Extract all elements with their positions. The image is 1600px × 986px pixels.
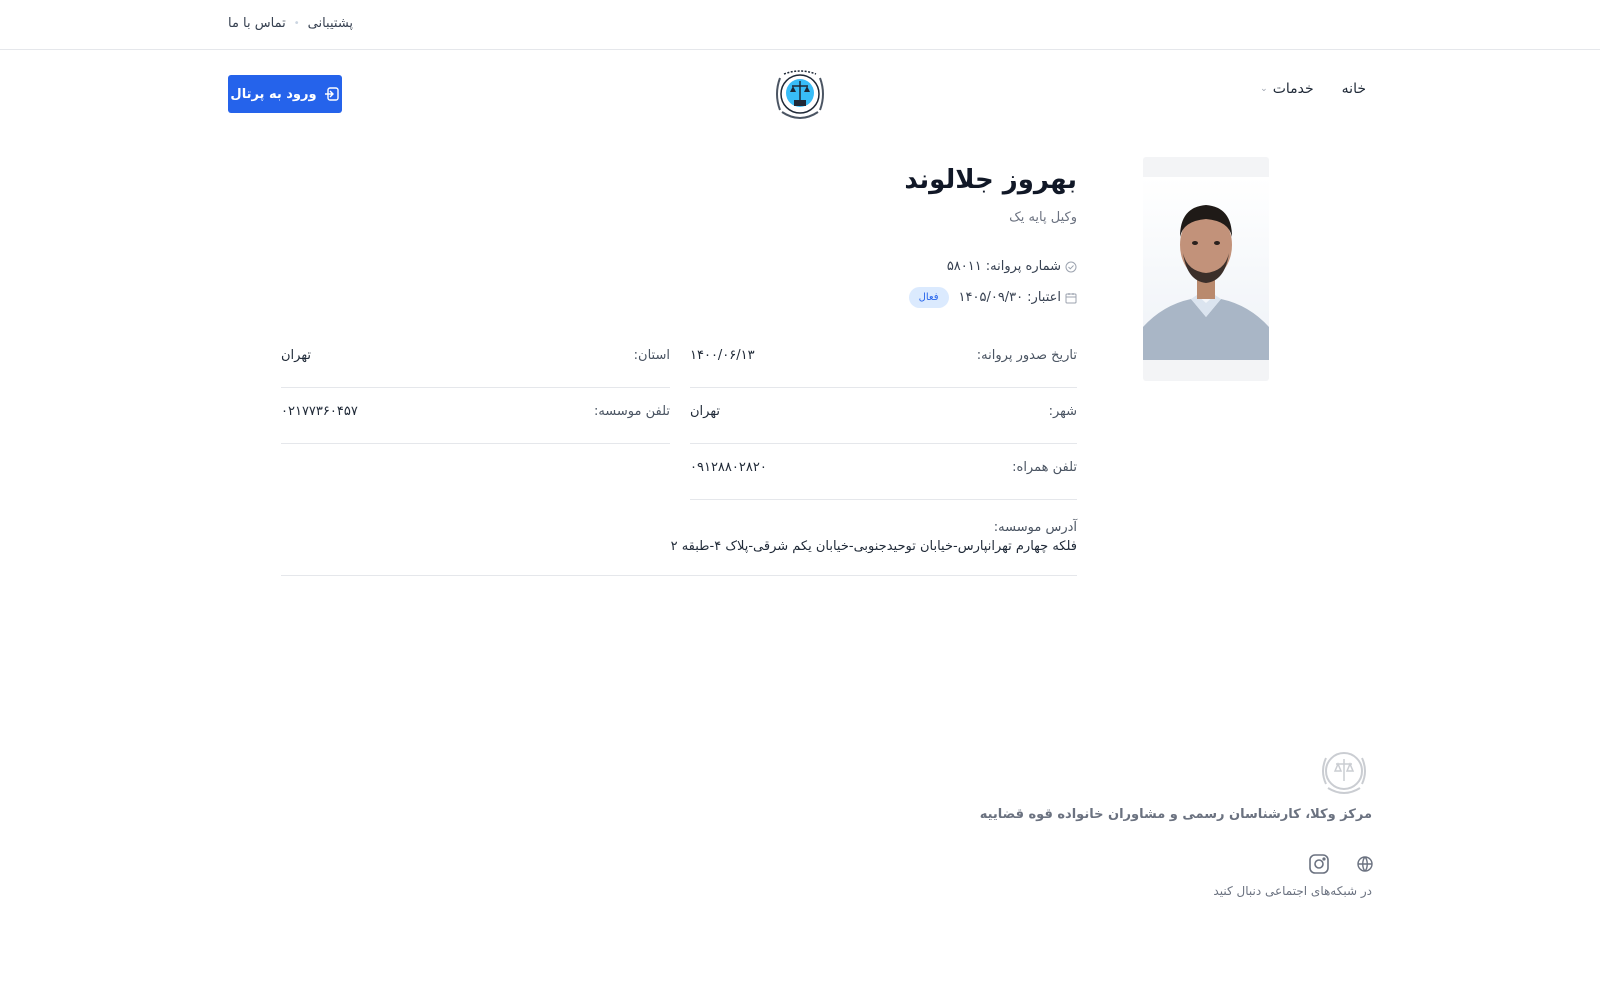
license-row <box>947 259 1077 274</box>
address-label: آدرس موسسه: <box>993 520 1077 535</box>
footer-follow-text: در شبکه‌های اجتماعی دنبال کنید <box>1213 884 1372 898</box>
nav-services-label: خدمات <box>1272 81 1314 97</box>
validity-label: اعتبار: <box>1027 290 1061 305</box>
main-header <box>0 51 1600 141</box>
footer-org-name: مرکز وکلا، کارشناسان رسمی و مشاوران خانواده قوه قضاییه <box>979 807 1372 822</box>
portal-login-label: ورود به پرتال <box>230 86 317 102</box>
city-field <box>690 388 1077 444</box>
province-value: تهران <box>281 348 311 363</box>
license-label: شماره پروانه: <box>985 259 1061 274</box>
office-phone-label: تلفن موسسه: <box>593 404 670 419</box>
office-phone-field <box>281 388 670 444</box>
issue-date-field <box>690 332 1077 388</box>
support-link[interactable]: پشتیبانی <box>307 16 354 31</box>
city-value: تهران <box>690 404 720 419</box>
top-utility-bar <box>0 0 1600 50</box>
lawyer-photo-frame <box>1143 157 1269 381</box>
network-link[interactable] <box>1354 853 1376 875</box>
lawyer-name: بهروز جلالوند <box>904 165 1077 195</box>
social-links <box>1308 853 1376 875</box>
license-number: ۵۸۰۱۱ <box>946 259 982 274</box>
office-phone-value: ۰۲۱۷۷۳۶۰۴۵۷ <box>281 404 358 419</box>
main-nav <box>1260 81 1366 97</box>
dot-separator: • <box>293 18 300 29</box>
login-icon <box>324 86 340 102</box>
mobile-field <box>690 444 1077 500</box>
instagram-icon <box>1308 853 1330 875</box>
nav-home-label: خانه <box>1341 81 1366 97</box>
mobile-value: ۰۹۱۲۸۸۰۲۸۲۰ <box>690 460 767 475</box>
issue-date-label: تاریخ صدور پروانه: <box>976 348 1077 363</box>
judiciary-emblem[interactable] <box>770 64 830 124</box>
validity-date: ۱۴۰۵/۰۹/۳۰ <box>958 290 1024 305</box>
mobile-label: تلفن همراه: <box>1012 460 1077 475</box>
network-icon <box>1354 853 1376 875</box>
province-field <box>281 332 670 388</box>
top-links <box>228 16 353 31</box>
status-badge: فعال <box>909 287 949 308</box>
city-label: شهر: <box>1048 404 1077 419</box>
calendar-icon <box>1065 292 1077 304</box>
address-value: فلکه چهارم تهرانپارس-خیابان توحیدجنوبی-خیابان یکم شرقی-پلاک ۴-طبقه ۲ <box>670 539 1077 554</box>
validity-row <box>909 287 1077 308</box>
lawyer-photo <box>1143 177 1269 360</box>
address-field <box>281 520 1077 576</box>
chevron-down-icon: ⌄ <box>1260 84 1268 94</box>
province-label: استان: <box>633 348 670 363</box>
lawyer-title: وکیل پایه یک <box>1009 210 1077 225</box>
check-circle-icon <box>1065 261 1077 273</box>
instagram-link[interactable] <box>1308 853 1330 875</box>
issue-date-value: ۱۴۰۰/۰۶/۱۳ <box>690 348 755 363</box>
contact-link[interactable]: تماس با ما <box>228 16 286 31</box>
nav-services[interactable] <box>1260 81 1314 97</box>
portal-login-button[interactable] <box>228 75 342 113</box>
nav-home[interactable] <box>1342 81 1366 97</box>
footer-emblem <box>1317 744 1371 798</box>
